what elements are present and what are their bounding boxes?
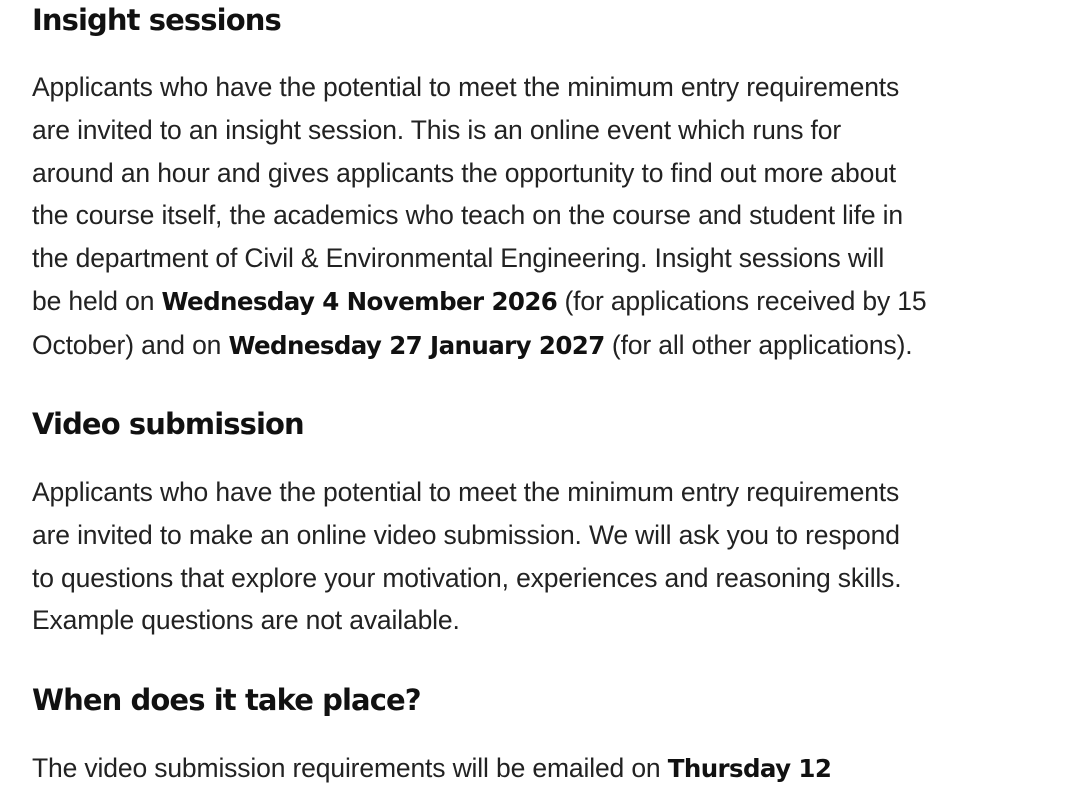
when-line-1-text: The video submission requirements will be emailed on (32, 753, 668, 783)
when-date-thursday: Thursday 12 (667, 754, 832, 783)
insight-line-6 (32, 280, 926, 324)
when-paragraph (32, 747, 831, 791)
insight-line-5: the department of Civil & Environmental Engineering. Insight sessions will (32, 243, 885, 274)
insight-date-november: Wednesday 4 November 2026 (161, 286, 558, 316)
insight-sessions-heading: Insight sessions (32, 3, 281, 37)
when-line-1 (32, 747, 831, 791)
insight-line-1: Applicants who have the potential to meet the minimum entry requirements (32, 72, 900, 102)
insight-line-6-suffix: (for applications received by 15 (557, 285, 927, 316)
insight-line-3: around an hour and gives applicants the opportunity to find out more about (32, 157, 896, 188)
video-line-1: Applicants who have the potential to meet the minimum entry requirements (32, 477, 900, 507)
video-line-4: Example questions are not available. (32, 605, 460, 636)
video-submission-heading: Video submission (32, 407, 304, 441)
video-line-2: are invited to make an online video submission. We will ask you to respond (32, 519, 900, 550)
insight-line-6-text: be held on (32, 285, 162, 316)
video-line-3: to questions that explore your motivation, experiences and reasoning skills. (32, 562, 902, 593)
insight-line-2: are invited to an insight session. This is an online event which runs for (32, 114, 842, 145)
insight-line-7-suffix: (for all other applications). (604, 329, 913, 360)
insight-date-january: Wednesday 27 January 2027 (228, 330, 605, 360)
insight-sessions-paragraph (32, 66, 926, 368)
insight-line-7-text: October) and on (32, 329, 229, 360)
video-submission-paragraph (32, 471, 901, 642)
insight-line-7 (32, 324, 926, 368)
when-does-it-take-place-heading: When does it take place? (32, 683, 421, 717)
insight-line-4: the course itself, the academics who teach on the course and student life in (32, 200, 903, 231)
